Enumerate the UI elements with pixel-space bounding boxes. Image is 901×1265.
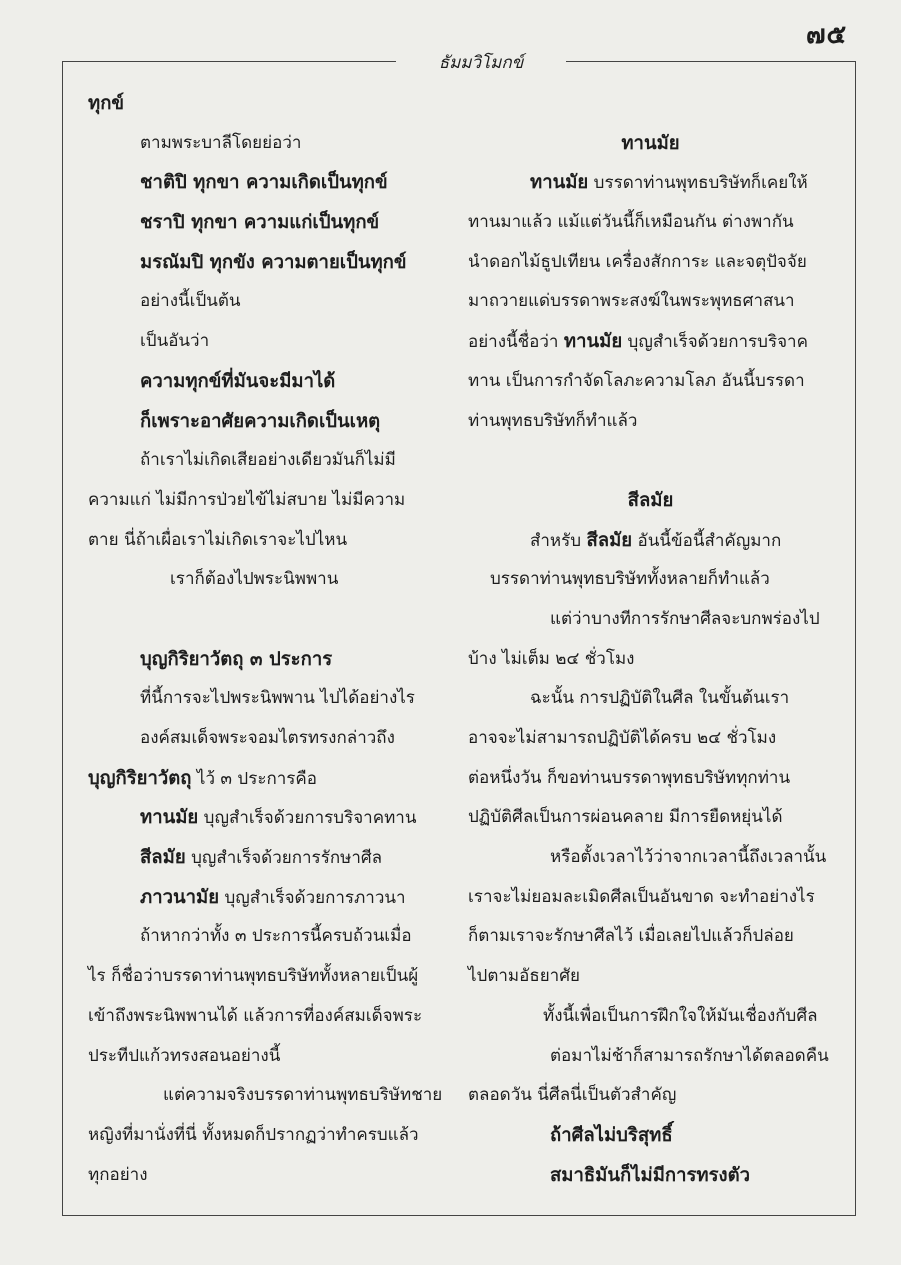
text-line: บุญกิริยาวัตถุ ไว้ ๓ ประการคือ	[88, 767, 318, 789]
text-line: นำดอกไม้ธูปเทียน เครื่องสักการะ และจตุปัจจัย	[468, 251, 807, 272]
text-line: ที่นี้การจะไปพระนิพพาน ไปได้อย่างไร	[140, 688, 415, 709]
text-line: ท่านพุทธบริษัทก็ทำแล้ว	[468, 410, 638, 431]
text-line: ฉะนั้น การปฏิบัติในศีล ในขั้นต้นเรา	[530, 688, 790, 709]
text-line: เข้าถึงพระนิพพานได้ แล้วการที่องค์สมเด็จพระ	[88, 1005, 423, 1026]
text-line: ถ้าหากว่าทั้ง ๓ ประการนี้ครบถ้วนเมื่อ	[140, 926, 412, 947]
text-line: ถ้าศีลไม่บริสุทธิ์	[550, 1124, 673, 1146]
text-line: ทั้งนี้เพื่อเป็นการฝึกใจให้มันเชื่องกับศีล	[543, 1005, 818, 1026]
text-line: เราจะไม่ยอมละเมิดศีลเป็นอันขาด จะทำอย่างไร	[468, 886, 815, 907]
text-line: ถ้าเราไม่เกิดเสียอย่างเดียวมันก็ไม่มี	[140, 450, 396, 471]
text-line: อาจจะไม่สามารถปฏิบัติได้ครบ ๒๔ ชั่วโมง	[468, 728, 777, 748]
text-line: สำหรับ สีลมัย อันนี้ข้อนี้สำคัญมาก	[530, 529, 782, 551]
text-line: บุญกิริยาวัตถุ ๓ ประการ	[140, 648, 333, 670]
text-line: สีลมัย บุญสำเร็จด้วยการรักษาศีล	[140, 847, 383, 869]
text-line	[468, 441, 833, 481]
text-line: สมาธิมันก็ไม่มีการทรงตัว	[550, 1164, 750, 1186]
text-line: มรณัมปิ ทุกขัง ความตายเป็นทุกข์	[140, 251, 407, 273]
text-line: ภาวนามัย บุญสำเร็จด้วยการภาวนา	[140, 886, 406, 908]
text-line: เป็นอันว่า	[140, 331, 210, 352]
text-line: ตาย นี่ถ้าเผื่อเราไม่เกิดเราจะไปไหน	[88, 529, 348, 550]
text-line: ชาติปิ ทุกขา ความเกิดเป็นทุกข์	[140, 172, 388, 194]
text-line	[468, 84, 833, 124]
text-line: ทานมัย	[621, 132, 680, 154]
bold-term: ทานมัย	[563, 331, 623, 353]
text-line: ก็เพราะอาศัยความเกิดเป็นเหตุ	[140, 410, 381, 432]
bold-term: สีลมัย	[586, 529, 633, 551]
text-line: ไร ก็ชื่อว่าบรรดาท่านพุทธบริษัททั้งหลายเป็นผู้	[88, 966, 419, 987]
text-line: องค์สมเด็จพระจอมไตรทรงกล่าวถึง	[140, 728, 395, 748]
text-line	[88, 600, 463, 640]
bold-term: ทานมัย	[140, 807, 199, 829]
right-column	[468, 84, 833, 1195]
text-line: แต่ความจริงบรรดาท่านพุทธบริษัทชาย	[163, 1085, 443, 1106]
running-header: ธัมมวิโมกข์	[396, 49, 566, 76]
text-line: ทุกอย่าง	[88, 1164, 148, 1185]
text-line: ความแก่ ไม่มีการป่วยไข้ไม่สบาย ไม่มีความ	[88, 489, 406, 510]
text-line: ก็ตามเราจะรักษาศีลไว้ เมื่อเลยไปแล้วก็ปล่อย	[468, 926, 794, 947]
text-line: สีลมัย	[627, 489, 674, 511]
text-line: ต่อมาไม่ช้าก็สามารถรักษาได้ตลอดคืน	[550, 1045, 829, 1066]
page-number: ๗๕	[806, 20, 848, 50]
text-line: ตลอดวัน นี่ศีลนี่เป็นตัวสำคัญ	[468, 1085, 677, 1106]
bold-term: ภาวนามัย	[140, 886, 220, 908]
text-line: ชราปิ ทุกขา ความแก่เป็นทุกข์	[140, 212, 380, 234]
text-line: มาถวายแด่บรรดาพระสงฆ์ในพระพุทธศาสนา	[468, 291, 795, 312]
text-line: หรือตั้งเวลาไว้ว่าจากเวลานี้ถึงเวลานั้น	[550, 847, 827, 868]
text-line: อย่างนี้เป็นต้น	[140, 291, 241, 312]
bold-term: สีลมัย	[140, 847, 186, 869]
text-line: ทุกข์	[88, 93, 125, 114]
text-line: ทานมาแล้ว แม้แต่วันนี้ก็เหมือนกัน ต่างพากัน	[468, 212, 794, 233]
text-line: แต่ว่าบางทีการรักษาศีลจะบกพร่องไป	[550, 608, 820, 629]
page-frame	[62, 53, 856, 1216]
bold-term: ทานมัย	[530, 172, 589, 194]
text-line: ทานมัย บรรดาท่านพุทธบริษัทก็เคยให้	[530, 172, 808, 194]
text-line: อย่างนี้ชื่อว่า ทานมัย บุญสำเร็จด้วยการบริจาค	[468, 331, 808, 353]
text-line: ไปตามอัธยาศัย	[468, 966, 580, 987]
text-line: หญิงที่มานั่งที่นี่ ทั้งหมดก็ปรากฏว่าทำครบแล้ว	[88, 1124, 419, 1145]
text-line: ต่อหนึ่งวัน ก็ขอท่านบรรดาพุทธบริษัททุกท่าน	[468, 767, 791, 788]
left-column	[88, 84, 463, 1195]
text-line: บรรดาท่านพุทธบริษัททั้งหลายก็ทำแล้ว	[490, 569, 770, 590]
bold-term: บุญกิริยาวัตถุ	[88, 767, 192, 789]
text-line: ตามพระบาลีโดยย่อว่า	[140, 132, 302, 153]
text-line: เราก็ต้องไปพระนิพพาน	[170, 569, 339, 590]
text-line: ความทุกข์ที่มันจะมีมาได้	[140, 370, 336, 392]
text-line: ประทีปแก้วทรงสอนอย่างนี้	[88, 1045, 281, 1066]
text-line: บ้าง ไม่เต็ม ๒๔ ชั่วโมง	[468, 648, 635, 669]
text-line: ทานมัย บุญสำเร็จด้วยการบริจาคทาน	[140, 807, 417, 829]
text-line: ทาน เป็นการกำจัดโลภะความโลภ อันนี้บรรดา	[468, 370, 805, 391]
text-line: ปฏิบัติศีลเป็นการผ่อนคลาย มีการยืดหยุ่นได้	[468, 807, 783, 828]
